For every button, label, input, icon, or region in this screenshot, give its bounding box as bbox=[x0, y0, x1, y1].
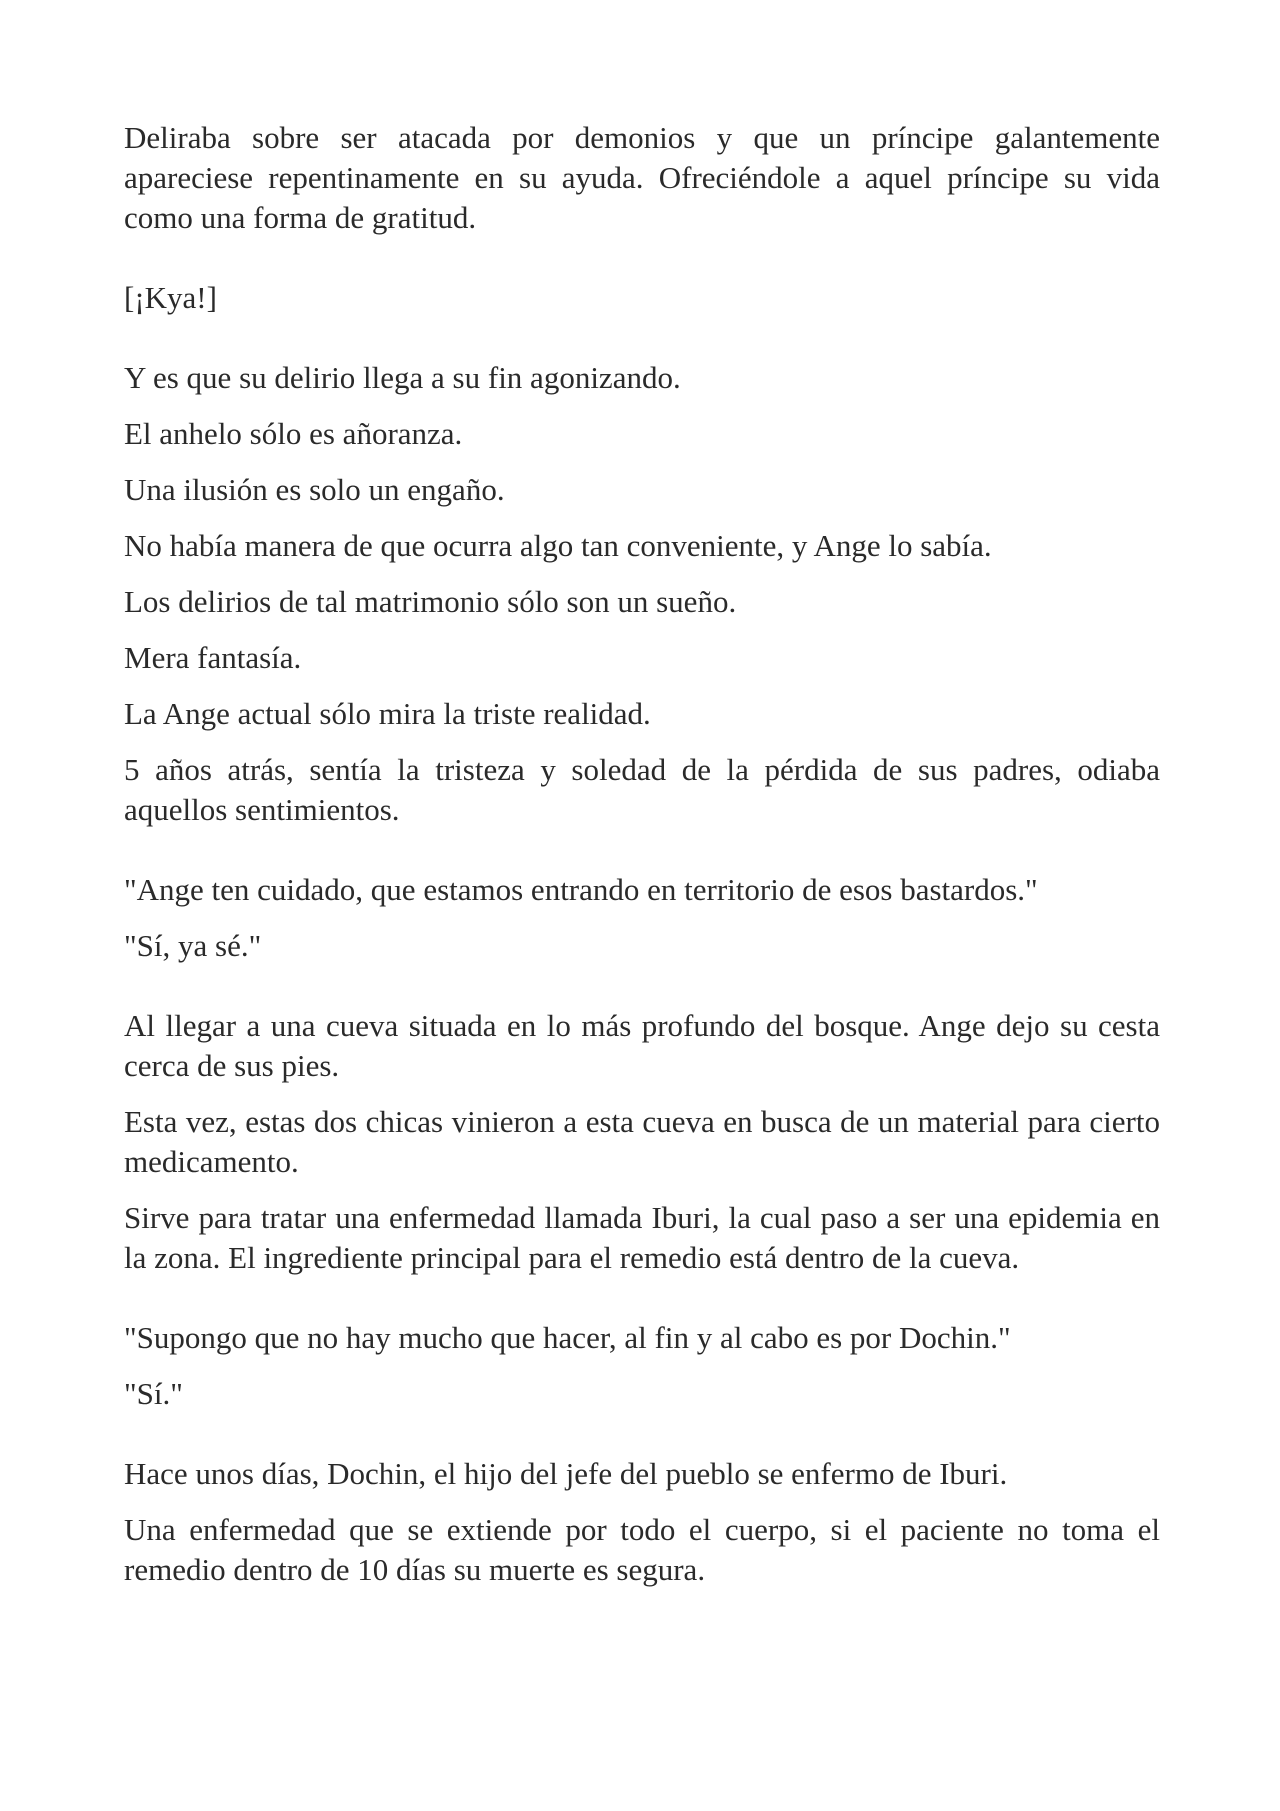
spacer bbox=[124, 910, 1160, 926]
paragraph-10: 5 años atrás, sentía la tristeza y soledad de la pérdida de sus padres, odiaba aquellos sentimientos. bbox=[124, 752, 1160, 827]
spacer bbox=[124, 566, 1160, 582]
paragraph-7: Los delirios de tal matrimonio sólo son un sueño. bbox=[124, 584, 737, 619]
paragraph-5: Una ilusión es solo un engaño. bbox=[124, 472, 505, 507]
paragraph-15: Sirve para tratar una enfermedad llamada Iburi, la cual paso a ser una epidemia en la zona. El ingrediente principal para el remedio está dentro de la cueva. bbox=[124, 1200, 1160, 1275]
paragraph-12: "Sí, ya sé." bbox=[124, 928, 262, 963]
spacer bbox=[124, 1278, 1160, 1318]
paragraph-16: "Supongo que no hay mucho que hacer, al fin y al cabo es por Dochin." bbox=[124, 1320, 1011, 1355]
spacer bbox=[124, 678, 1160, 694]
paragraph-3: Y es que su delirio llega a su fin agonizando. bbox=[124, 360, 681, 395]
spacer bbox=[124, 510, 1160, 526]
paragraph-6: No había manera de que ocurra algo tan conveniente, y Ange lo sabía. bbox=[124, 528, 992, 563]
paragraph-19: Una enfermedad que se extiende por todo el cuerpo, si el paciente no toma el remedio dentro de 10 días su muerte es segura. bbox=[124, 1512, 1160, 1587]
paragraph-4: El anhelo sólo es añoranza. bbox=[124, 416, 463, 451]
spacer bbox=[124, 454, 1160, 470]
spacer bbox=[124, 966, 1160, 1006]
spacer bbox=[124, 1086, 1160, 1102]
paragraph-9: La Ange actual sólo mira la triste realidad. bbox=[124, 696, 651, 731]
spacer bbox=[124, 1414, 1160, 1454]
spacer bbox=[124, 238, 1160, 278]
spacer bbox=[124, 398, 1160, 414]
spacer bbox=[124, 1494, 1160, 1510]
spacer bbox=[124, 622, 1160, 638]
paragraph-13: Al llegar a una cueva situada en lo más profundo del bosque. Ange dejo su cesta cerca de sus pies. bbox=[124, 1008, 1160, 1083]
spacer bbox=[124, 734, 1160, 750]
spacer bbox=[124, 1358, 1160, 1374]
paragraph-8: Mera fantasía. bbox=[124, 640, 302, 675]
spacer bbox=[124, 830, 1160, 870]
paragraph-17: "Sí." bbox=[124, 1376, 183, 1411]
paragraph-2: [¡Kya!] bbox=[124, 280, 217, 315]
paragraph-14: Esta vez, estas dos chicas vinieron a esta cueva en busca de un material para cierto medicamento. bbox=[124, 1104, 1160, 1179]
spacer bbox=[124, 318, 1160, 358]
paragraph-18: Hace unos días, Dochin, el hijo del jefe del pueblo se enfermo de Iburi. bbox=[124, 1456, 1008, 1491]
paragraph-1: Deliraba sobre ser atacada por demonios y que un príncipe galantemente apareciese repentinamente en su ayuda. Ofreciéndole a aquel príncipe su vida como una forma de gratitud. bbox=[124, 120, 1160, 235]
paragraph-11: "Ange ten cuidado, que estamos entrando en territorio de esos bastardos." bbox=[124, 872, 1038, 907]
spacer bbox=[124, 1182, 1160, 1198]
document-page bbox=[124, 118, 1160, 1590]
